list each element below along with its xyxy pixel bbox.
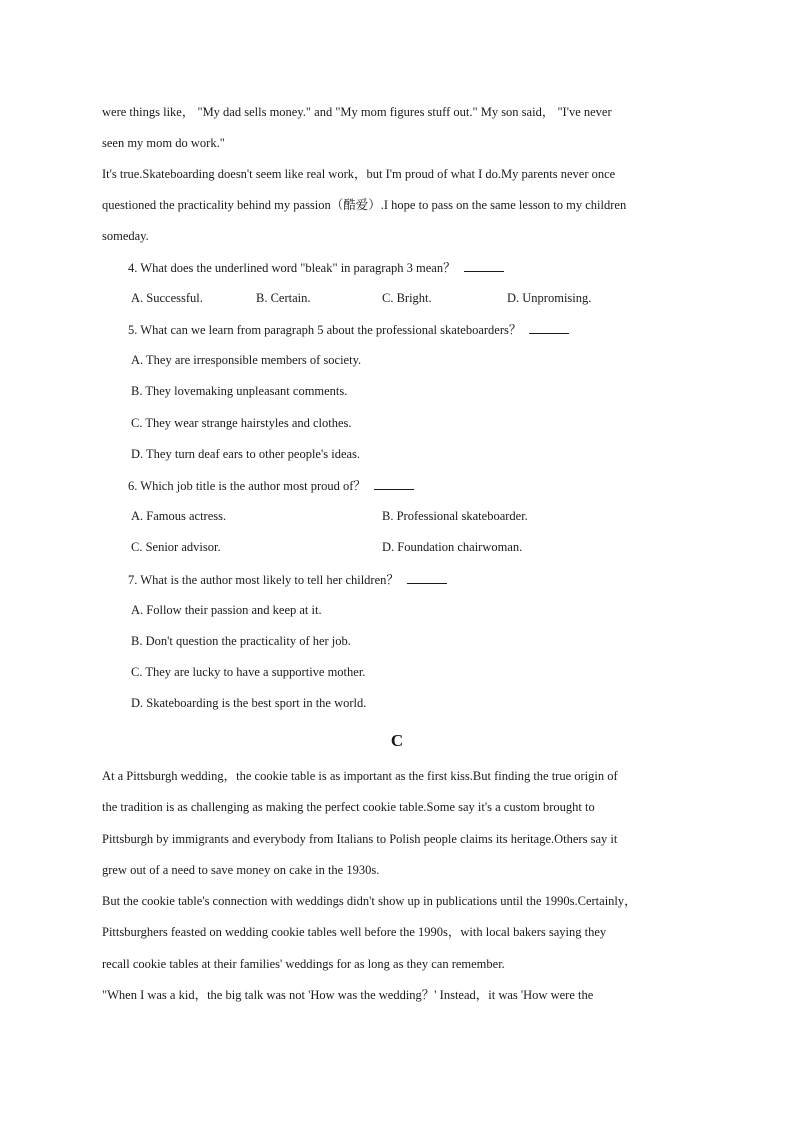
q7-option-b[interactable]: B. Don't question the practicality of her job. xyxy=(131,634,351,648)
section-c-line-5: But the cookie table's connection with weddings didn't show up in publications until the 1990s.Certainly， xyxy=(102,894,637,908)
question-5-stem xyxy=(128,321,569,338)
answer-blank-5[interactable] xyxy=(529,321,569,334)
q6-option-b[interactable]: B. Professional skateboarder. xyxy=(382,509,528,523)
question-6-text: 6. Which job title is the author most proud of？ xyxy=(128,479,366,493)
section-c-line-1: At a Pittsburgh wedding，the cookie table is as important as the first kiss.But finding the true origin of xyxy=(102,769,618,783)
q7-option-a[interactable]: A. Follow their passion and keep at it. xyxy=(131,603,322,617)
passage-b-line-4: questioned the practicality behind my passion（酷爱）.I hope to pass on the same lesson to my children xyxy=(102,198,627,212)
q5-option-a[interactable]: A. They are irresponsible members of society. xyxy=(131,353,362,367)
q6-option-a[interactable]: A. Famous actress. xyxy=(131,509,227,523)
q4-option-d[interactable]: D. Unpromising. xyxy=(507,291,592,305)
q5-option-c[interactable]: C. They wear strange hairstyles and clothes. xyxy=(131,416,352,430)
q4-option-b[interactable]: B. Certain. xyxy=(256,291,311,305)
question-4-text: 4. What does the underlined word "bleak" in paragraph 3 mean？ xyxy=(128,261,456,275)
passage-b-line-5: someday. xyxy=(102,229,149,243)
question-7-text: 7. What is the author most likely to tell her children？ xyxy=(128,573,399,587)
q6-option-c[interactable]: C. Senior advisor. xyxy=(131,540,221,554)
q7-option-c[interactable]: C. They are lucky to have a supportive mother. xyxy=(131,665,366,679)
question-6-stem xyxy=(128,477,414,494)
passage-b-line-3: It's true.Skateboarding doesn't seem like real work，but I'm proud of what I do.My parents never once xyxy=(102,167,616,181)
q7-option-d[interactable]: D. Skateboarding is the best sport in the world. xyxy=(131,696,367,710)
section-c-line-7: recall cookie tables at their families' weddings for as long as they can remember. xyxy=(102,957,505,971)
answer-blank-7[interactable] xyxy=(407,571,447,584)
section-c-line-3: Pittsburgh by immigrants and everybody from Italians to Polish people claims its heritage.Others say it xyxy=(102,832,618,846)
answer-blank-4[interactable] xyxy=(464,259,504,272)
q5-option-b[interactable]: B. They lovemaking unpleasant comments. xyxy=(131,384,348,398)
q4-option-c[interactable]: C. Bright. xyxy=(382,291,432,305)
question-7-stem xyxy=(128,571,447,588)
answer-blank-6[interactable] xyxy=(374,477,414,490)
section-c-line-2: the tradition is as challenging as making the perfect cookie table.Some say it's a custom brought to xyxy=(102,800,595,814)
section-c-line-8: "When I was a kid，the big talk was not 'How was the wedding？' Instead，it was 'How were the xyxy=(102,988,594,1002)
question-5-text: 5. What can we learn from paragraph 5 about the professional skateboarders？ xyxy=(128,323,522,337)
passage-b-line-2: seen my mom do work." xyxy=(102,136,225,150)
passage-b-line-1: were things like， "My dad sells money." and "My mom figures stuff out." My son said， "I've never xyxy=(102,105,612,119)
section-c-title: C xyxy=(390,731,404,750)
q5-option-d[interactable]: D. They turn deaf ears to other people's ideas. xyxy=(131,447,361,461)
section-c-line-4: grew out of a need to save money on cake in the 1930s. xyxy=(102,863,380,877)
question-4-stem xyxy=(128,259,504,276)
q4-option-a[interactable]: A. Successful. xyxy=(131,291,203,305)
section-c-line-6: Pittsburghers feasted on wedding cookie tables well before the 1990s，with local bakers saying they xyxy=(102,925,607,939)
q6-option-d[interactable]: D. Foundation chairwoman. xyxy=(382,540,523,554)
